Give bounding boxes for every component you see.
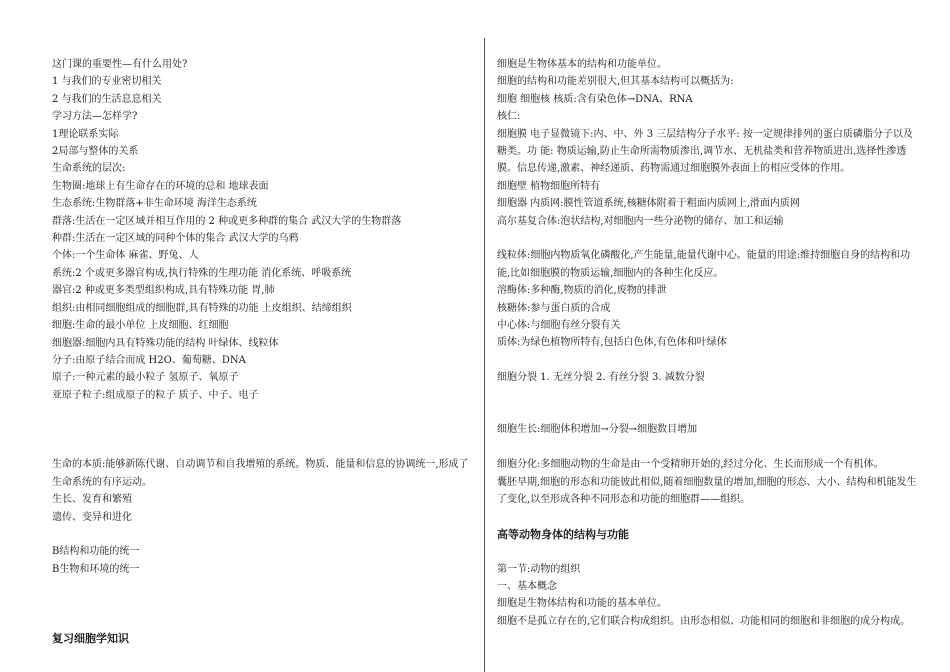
text-line: 第一节:动物的组织 (497, 563, 581, 575)
left-column (52, 56, 470, 648)
text-line: 2 与我们的生活息息相关 (52, 93, 162, 105)
blank-line (497, 439, 917, 456)
text-line: B生物和环境的统一 (52, 563, 140, 575)
text-line: 原子:一种元素的最小粒子 氢原子、氧原子 (52, 372, 239, 384)
text-line: 细胞分化:多细胞动物的生命是由一个受精卵开始的,经过分化、生长而形成一个有机体。 (497, 459, 884, 471)
section-heading: 高等动物身体的结构与功能 (497, 527, 629, 541)
text-line: 溶酶体:多种酶,物质的消化,废物的排泄 (497, 285, 667, 297)
blank-line (497, 387, 917, 404)
text-line: 组织:由相同细胞组成的细胞群,具有特殊的功能 上皮组织、结缔组织 (52, 302, 352, 314)
blank-line (497, 352, 917, 369)
text-line: 学习方法—怎样学? (52, 111, 138, 123)
text-line: 囊胚早期,细胞的形态和功能彼此相似,随着细胞数量的增加,细胞的形态、大小、结构和机能发生了变化,以至形成各种不同形态和功能的细胞群——组织。 (497, 476, 917, 506)
blank-line (52, 596, 470, 613)
text-line: 细胞分裂 1. 无丝分裂 2. 有丝分裂 3. 减数分裂 (497, 372, 705, 384)
text-line: 个体:一个生命体 麻雀、野兔、人 (52, 250, 199, 262)
text-line: 细胞器 内质网:膜性管道系统,核糖体附着于粗面内质网上,滑面内质网 (497, 198, 800, 210)
text-line: 分子:由原子结合而成 H2O、葡萄糖、DNA (52, 354, 246, 366)
text-line: 细胞 细胞核 核质:含有染色体→DNA、RNA (497, 93, 693, 105)
text-line: 细胞:生命的最小单位 上皮细胞、红细胞 (52, 320, 229, 332)
blank-line (52, 439, 470, 456)
text-line: 核糖体:参与蛋白质的合成 (497, 302, 611, 314)
text-line: 亚原子粒子:组成原子的粒子 质子、中子、电子 (52, 389, 259, 401)
text-line: 细胞生长:细胞体积增加→分裂→细胞数目增加 (497, 424, 698, 436)
text-line: 细胞膜 电子显微镜下:内、中、外 3 三层结构分子水平: 按一定规律排列的蛋白质磷脂分子以及糖类。功 能: 物质运输,防止生命所需物质渗出,调节水、无机盐类和营养物质进出,选择性渗透膜。信息传递,激素、神经递质、药物需通过细胞膜外表面上的相应受体的作用。 (497, 128, 913, 175)
blank-line (52, 613, 470, 630)
section-heading: 复习细胞学知识 (52, 632, 129, 646)
blank-line (497, 404, 917, 421)
blank-line (52, 404, 470, 421)
text-line: 细胞的结构和功能差别很大,但其基本结构可以概括为: (497, 76, 734, 88)
text-line: 系统:2 个或更多器官构成,执行特殊的生理功能 消化系统、呼吸系统 (52, 267, 352, 279)
text-line: 2局部与整体的关系 (52, 146, 139, 158)
right-column (497, 56, 917, 630)
text-line: 生长、发育和繁殖 (52, 494, 132, 506)
text-line: 生物圈:地球上有生命存在的环境的总和 地球表面 (52, 180, 269, 192)
text-line: 细胞是生物体基本的结构和功能单位。 (497, 59, 667, 70)
blank-line (497, 508, 917, 525)
text-line: 生命的本质:能够新陈代谢、自动调节和自我增殖的系统。物质、能量和信息的协调统一,形成了生命系统的有序运动。 (52, 459, 469, 488)
text-line: 核仁: (497, 111, 521, 123)
text-line: 1 与我们的专业密切相关 (52, 76, 162, 88)
text-line: 中心体:与细胞有丝分裂有关 (497, 320, 621, 332)
text-line: 细胞是生物体结构和功能的基本单位。 (497, 598, 667, 610)
text-line: 一、基本概念 (497, 581, 557, 593)
text-line: 质体:为绿色植物所特有,包括白色体,有色体和叶绿体 (497, 337, 727, 349)
column-divider (484, 38, 485, 672)
text-line: 细胞器:细胞内具有特殊功能的结构 叶绿体、线粒体 (52, 337, 279, 349)
text-line: 群落:生活在一定区域并相互作用的 2 种或更多种群的集合 武汉大学的生物群落 (52, 215, 402, 227)
blank-line (52, 578, 470, 595)
text-line: 这门课的重要性—有什么用处? (52, 59, 188, 70)
blank-line (52, 422, 470, 439)
text-line: 生命系统的层次: (52, 163, 126, 175)
text-line: 细胞壁 植物细胞所特有 (497, 180, 601, 192)
blank-line (52, 526, 470, 543)
text-line: 种群:生活在一定区域的同种个体的集合 武汉大学的乌鸦 (52, 233, 299, 245)
text-line: 线粒体:细胞内物质氧化磷酸化,产生能量,能量代谢中心。能量的用途:维持细胞自身的结构和功能,比如细胞膜的物质运输,细胞内的各种生化反应。 (497, 250, 911, 279)
blank-line (497, 543, 917, 560)
text-line: 高尔基复合体:泡状结构,对细胞内一些分泌物的储存、加工和运输 (497, 215, 784, 227)
text-line: 1理论联系实际 (52, 128, 119, 140)
text-line: 细胞不是孤立存在的,它们联合构成组织。由形态相似、功能相同的细胞和非细胞的成分构成。 (497, 615, 911, 627)
text-line: 生态系统:生物群落+非生命环境 海洋生态系统 (52, 198, 257, 210)
text-line: 器官:2 种或更多类型组织构成,具有特殊功能 胃,肺 (52, 285, 275, 297)
blank-line (497, 230, 917, 247)
text-line: 遗传、变异和进化 (52, 511, 132, 523)
text-line: B结构和功能的统一 (52, 546, 140, 558)
